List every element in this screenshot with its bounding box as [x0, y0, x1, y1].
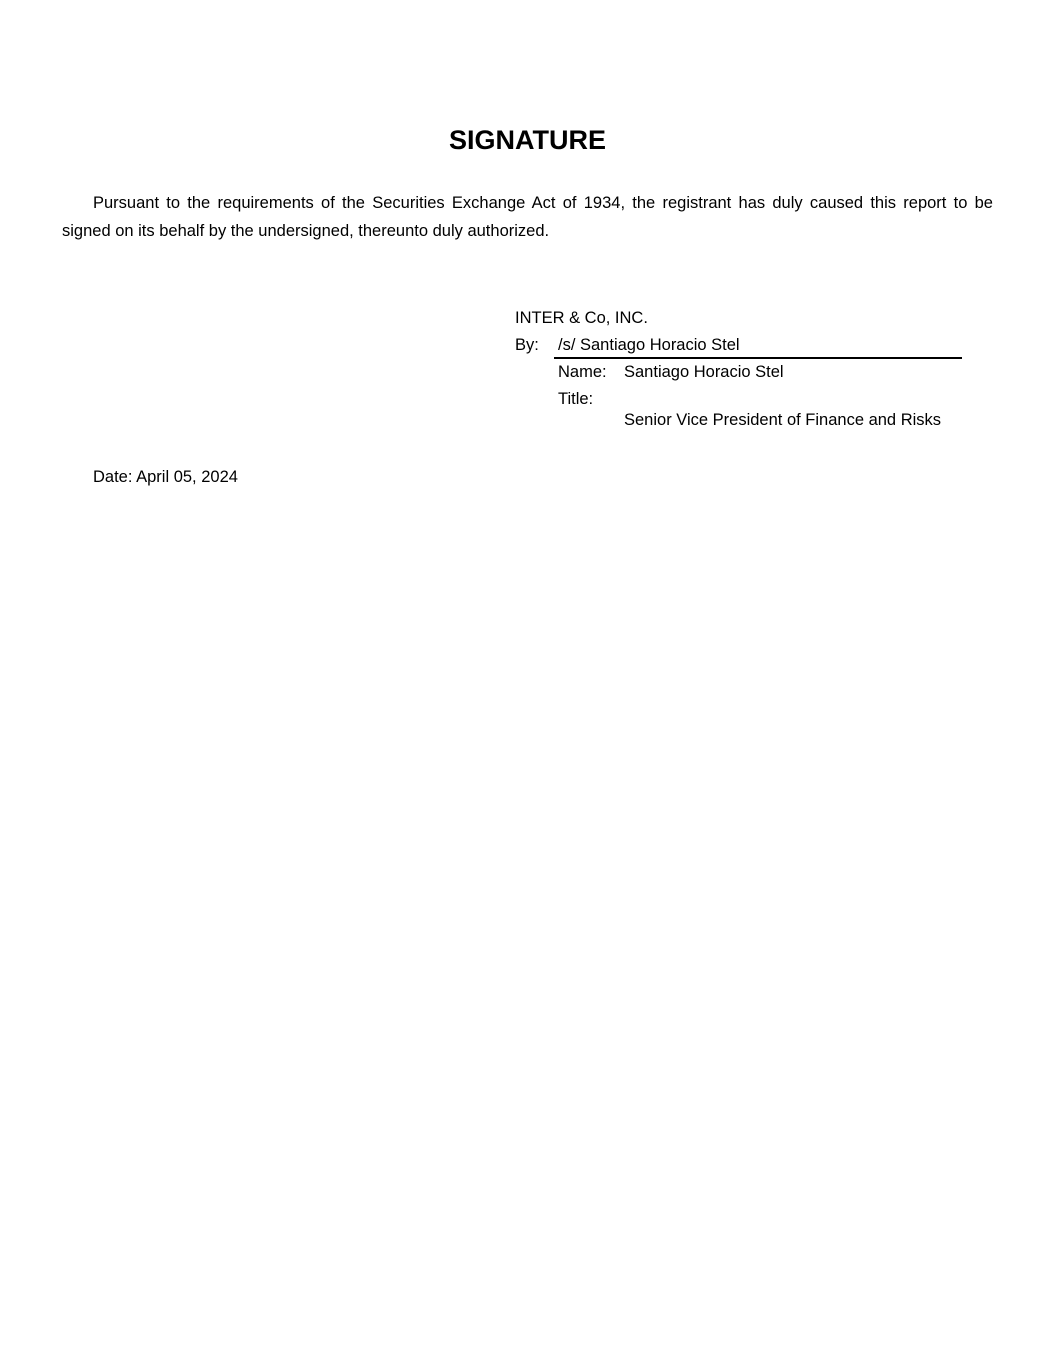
- title-label: Title:: [558, 390, 594, 408]
- certification-paragraph: Pursuant to the requirements of the Securities Exchange Act of 1934, the registrant has duly caused this report to be signed on its behalf by the undersigned, thereunto duly authorized.: [62, 194, 993, 240]
- by-label: By:: [515, 336, 539, 354]
- title-value: Senior Vice President of Finance and Risks: [624, 411, 942, 429]
- name-label: Name:: [558, 363, 607, 381]
- name-value: Santiago Horacio Stel: [624, 363, 784, 381]
- page-title: SIGNATURE: [448, 125, 606, 155]
- date-line: Date: April 05, 2024: [93, 468, 238, 486]
- signature-value: /s/ Santiago Horacio Stel: [558, 336, 740, 354]
- company-name: INTER & Co, INC.: [515, 309, 648, 327]
- signature-line: [554, 333, 962, 359]
